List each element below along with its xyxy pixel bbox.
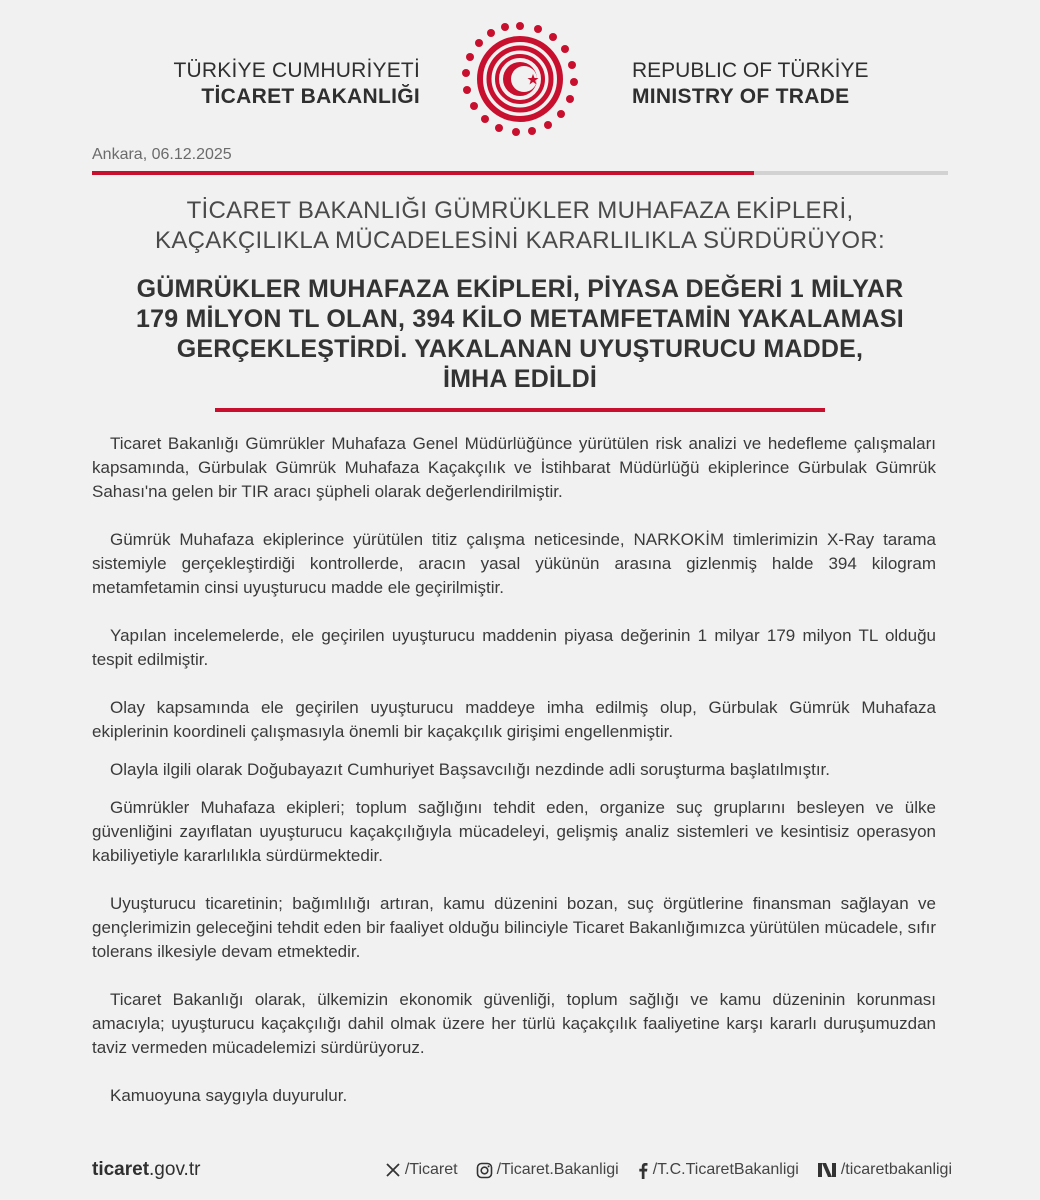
title-line: 179 MİLYON TL OLAN, 394 KİLO METAMFETAMİN YAKALAMASI — [136, 305, 904, 333]
title-line: İMHA EDİLDİ — [442, 365, 598, 393]
top-divider-accent — [92, 171, 754, 175]
title-line: GERÇEKLEŞTİRDİ. YAKALANAN UYUŞTURUCU MADDE, — [176, 335, 864, 363]
instagram-icon — [476, 1162, 493, 1179]
title-line: GÜMRÜKLER MUHAFAZA EKİPLERİ, PİYASA DEĞERİ 1 MİLYAR — [136, 275, 904, 303]
body-paragraph: Gümrük Muhafaza ekiplerince yürütülen titiz çalışma neticesinde, NARKOKİM timlerimizin X-Ray tarama sistemiyle gerçekleştirdiği kontrollerde, aracın yasal yükünün arasına gizlenmiş halde 394 kilogram metamfetamin cinsi uyuşturucu madde ele geçirilmiştir. — [92, 530, 936, 597]
social-instagram-label: /Ticaret.Bakanligi — [496, 1161, 619, 1178]
press-body — [92, 432, 936, 1132]
header-ministry-tr: TİCARET BAKANLIĞI — [201, 85, 420, 108]
body-paragraph: Olayla ilgili olarak Doğubayazıt Cumhuriyet Başsavcılığı nezdinde adli soruşturma başlatılmıştır. — [110, 760, 830, 779]
header-turkish — [120, 58, 420, 110]
social-nsosyal-label: /ticaretbakanligi — [840, 1161, 952, 1178]
body-paragraph: Yapılan incelemelerde, ele geçirilen uyuşturucu maddenin piyasa değerinin 1 milyar 179 milyon TL olduğu tespit edilmiştir. — [92, 626, 936, 669]
top-divider — [92, 171, 948, 175]
body-paragraph: Gümrükler Muhafaza ekipleri; toplum sağlığını tehdit eden, organize suç gruplarını besleyen ve ülke güvenliğini zayıflatan uyuşturucu kaçakçılığıyla mücadeleyi, gelişmiş analiz sistemleri ve kesintisiz operasyon kabiliyetiyle kararlılıkla sürdürmektedir. — [92, 798, 936, 865]
closing-line: Kamuoyuna saygıyla duyurulur. — [110, 1086, 348, 1105]
social-x-label: /Ticaret — [404, 1161, 458, 1178]
website-link[interactable]: ticaret.gov.tr — [92, 1159, 201, 1180]
social-facebook[interactable] — [637, 1161, 799, 1179]
social-nsosyal[interactable] — [817, 1161, 952, 1179]
header-english — [632, 58, 952, 110]
header-country-tr: TÜRKİYE CUMHURİYETİ — [173, 59, 420, 82]
footer — [92, 1155, 952, 1185]
subtitle-line: TİCARET BAKANLIĞI GÜMRÜKLER MUHAFAZA EKİPLERİ, — [186, 197, 854, 224]
nsosyal-icon — [817, 1162, 837, 1178]
x-icon — [385, 1162, 401, 1178]
header-country-en: REPUBLIC OF TÜRKİYE — [632, 59, 869, 82]
header-ministry-en: MINISTRY OF TRADE — [632, 85, 850, 108]
ministry-seal-icon — [462, 20, 578, 136]
social-links — [385, 1161, 952, 1179]
body-paragraph: Ticaret Bakanlığı Gümrükler Muhafaza Genel Müdürlüğünce yürütülen risk analizi ve hedefleme çalışmaları kapsamında, Gürbulak Gümrük Muhafaza Kaçakçılık ve İstihbarat Müdürlüğü ekiplerince Gürbulak Gümrük Sahası'na gelen bir TIR aracı şüpheli olarak değerlendirilmiştir. — [92, 434, 936, 501]
social-instagram[interactable] — [476, 1161, 619, 1179]
social-x[interactable] — [385, 1161, 458, 1179]
press-date: Ankara, 06.12.2025 — [92, 146, 232, 163]
title-divider — [215, 408, 825, 412]
body-paragraph: Uyuşturucu ticaretinin; bağımlılığı artıran, kamu düzenini bozan, suç örgütlerine finansman sağlayan ve gençlerimizin geleceğini tehdit eden bir faaliyet olduğu bilinciyle Ticaret Bakanlığımızca yürütülen mücadele, sıfır tolerans ilkesiyle devam etmektedir. — [92, 894, 936, 961]
body-paragraph: Olay kapsamında ele geçirilen uyuşturucu maddeye imha edilmiş olup, Gürbulak Gümrük Muhafaza ekiplerinin koordineli çalışmasıyla önemli bir kaçakçılık girişimi engellenmiştir. — [92, 698, 936, 741]
subtitle — [100, 196, 940, 256]
page-title — [100, 274, 940, 394]
social-facebook-label: /T.C.TicaretBakanligi — [652, 1161, 799, 1178]
subtitle-line: KAÇAKÇILIKLA MÜCADELESİNİ KARARLILIKLA SÜRDÜRÜYOR: — [155, 227, 885, 254]
body-paragraph: Ticaret Bakanlığı olarak, ülkemizin ekonomik güvenliği, toplum sağlığı ve kamu düzeninin korunması amacıyla; uyuşturucu kaçakçılığı dahil olmak üzere her türlü kaçakçılık faaliyetine karşı kararlı duruşumuzdan taviz vermeden mücadelemizi sürdürüyoruz. — [92, 990, 936, 1057]
facebook-icon — [637, 1162, 649, 1179]
